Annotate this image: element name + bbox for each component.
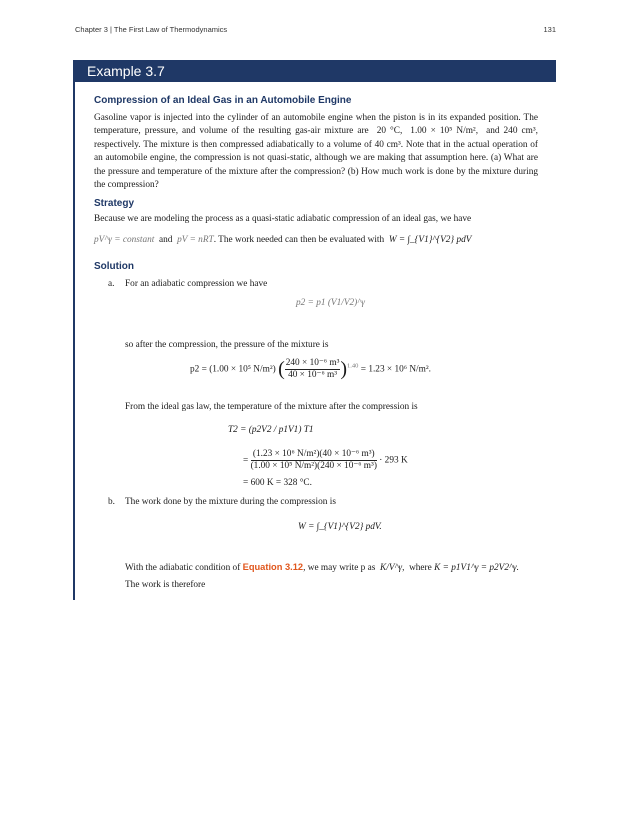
adiabatic-pressure-equation: p2 = p1 (V1/V2)^γ (296, 298, 365, 308)
work-equation: W = ∫_{V1}^{V2} pdV. (298, 522, 382, 532)
problem-text-a: Gasoline vapor is injected into the cylinder of an automobile engine when the piston is in its expanded position. The temperature, pressure, and volume of the resulting gas-air mixture are (94, 113, 538, 137)
temperature-fraction (251, 449, 377, 472)
equation-3-12-link[interactable]: Equation 3.12 (242, 562, 304, 572)
pressure-result: = 1.23 × 10⁶ N/m². (360, 364, 431, 375)
adiabatic-text-b: , we may write p as (303, 563, 376, 573)
chapter-title: Chapter 3 | The First Law of Thermodynamics (75, 25, 228, 34)
given-pressure: 1.00 × 10⁵ N/m² (410, 126, 476, 137)
example-left-rule (73, 82, 75, 600)
part-b-marker: b. (108, 497, 115, 507)
strategy-equations (94, 231, 538, 249)
temperature-denominator: (1.00 × 10⁵ N/m²)(240 × 10⁻⁶ m³) (250, 461, 377, 471)
where-word: where (409, 563, 432, 573)
part-a-intro: For an adiabatic compression we have (125, 279, 268, 289)
k-expression: K/V^γ, (380, 563, 405, 573)
given-temperature: 20 °C (376, 126, 400, 137)
volume-ratio-numerator: 240 × 10⁻⁶ m³ (285, 358, 340, 368)
solution-heading: Solution (94, 260, 134, 272)
k-definition: K = p1V1^γ = p2V2^γ. (434, 563, 519, 573)
adiabatic-text-a: With the adiabatic condition of (125, 563, 241, 573)
temperature-result: = 600 K = 328 °C. (243, 478, 312, 488)
strategy-heading: Strategy (94, 198, 135, 210)
work-therefore: The work is therefore (125, 580, 206, 590)
example-title: Compression of an Ideal Gas in an Automobile Engine (94, 95, 352, 106)
problem-text-c: . Note that in the actual operation of an automobile engine, the compression is not quasi-static, although we are making that assumption here. (a) What are the pressure and temperature of the mixture after the compression? (b) How much work is done by the mixture during the compression? (94, 139, 538, 191)
pressure-equation (190, 358, 431, 381)
part-b-intro: The work done by the mixture during the compression is (125, 497, 336, 507)
work-integral: W = ∫_{V1}^{V2} pdV (388, 234, 472, 245)
part-a-after-eq: so after the compression, the pressure of the mixture is (125, 340, 329, 350)
gamma-exponent: 1.40 (347, 362, 359, 370)
example-body (94, 94, 538, 274)
paren-open-icon: ( (278, 358, 285, 380)
given-volume: 240 cm³ (503, 126, 536, 137)
temperature-equation-line2: = $\frac{\text{(1.23 × 10⁶ N/m²)(40 × 10⁻⁶ m³)}}{\text{(1.00 × 10⁵ N/m²)(240 × 10⁻⁶ m³)}}$ · 293 K (243, 449, 408, 471)
given-and: and (486, 126, 500, 137)
ideal-gas-law: pV = nRT (177, 234, 214, 245)
problem-statement: Gasoline vapor is injected into the cylinder of an automobile engine when the piston is in its expanded position. The temperature, pressure, and volume of the resulting gas-air mixture are 20 °C, 1.00 × 10⁵ N/m², and 240 cm³, respectively. The mixture is then compressed adiabatically to a volume of 40 cm³. Note that in the actual operation of an automobile engine, the compression is not quasi-static, although we are making that assumption here. (a) What are the pressure and temperature of the mixture after the compression? (b) How much work is done by the mixture during the compression? (94, 113, 538, 191)
volume-ratio-denominator: 40 × 10⁻⁶ m³ (288, 370, 338, 380)
running-head (75, 25, 556, 34)
strategy-conjunction: and (159, 234, 173, 245)
adiabatic-relation (94, 235, 154, 245)
strategy-text-b: . The work needed can then be evaluated with (213, 234, 385, 245)
page-number: 131 (543, 25, 556, 34)
adiabatic-condition-line (125, 562, 519, 573)
strategy-text (94, 213, 538, 226)
problem-text-b: , respectively. The mixture is then compressed adiabatically to a volume of (94, 126, 538, 150)
volume-ratio-fraction (285, 358, 341, 381)
temperature-tail: · 293 K (379, 455, 408, 466)
final-volume: 40 cm³ (374, 139, 401, 150)
ideal-gas-intro: From the ideal gas law, the temperature of the mixture after the compression is (125, 402, 418, 412)
paren-close-icon: ) (340, 358, 348, 380)
temperature-numerator: (1.23 × 10⁶ N/m²)(40 × 10⁻⁶ m³) (251, 449, 377, 461)
part-a-marker: a. (108, 279, 115, 289)
temperature-equation-line1: T2 = (p2V2 / p1V1) T1 (228, 425, 314, 435)
strategy-text-a: Because we are modeling the process as a quasi-static adiabatic compression of an ideal gas, we have (94, 214, 472, 225)
pressure-equation-left: p2 = (1.00 × 10⁵ N/m²) (190, 364, 276, 375)
example-banner: Example 3.7 (73, 60, 556, 82)
adiabatic-relation-text: pV^γ = constant (94, 234, 155, 245)
